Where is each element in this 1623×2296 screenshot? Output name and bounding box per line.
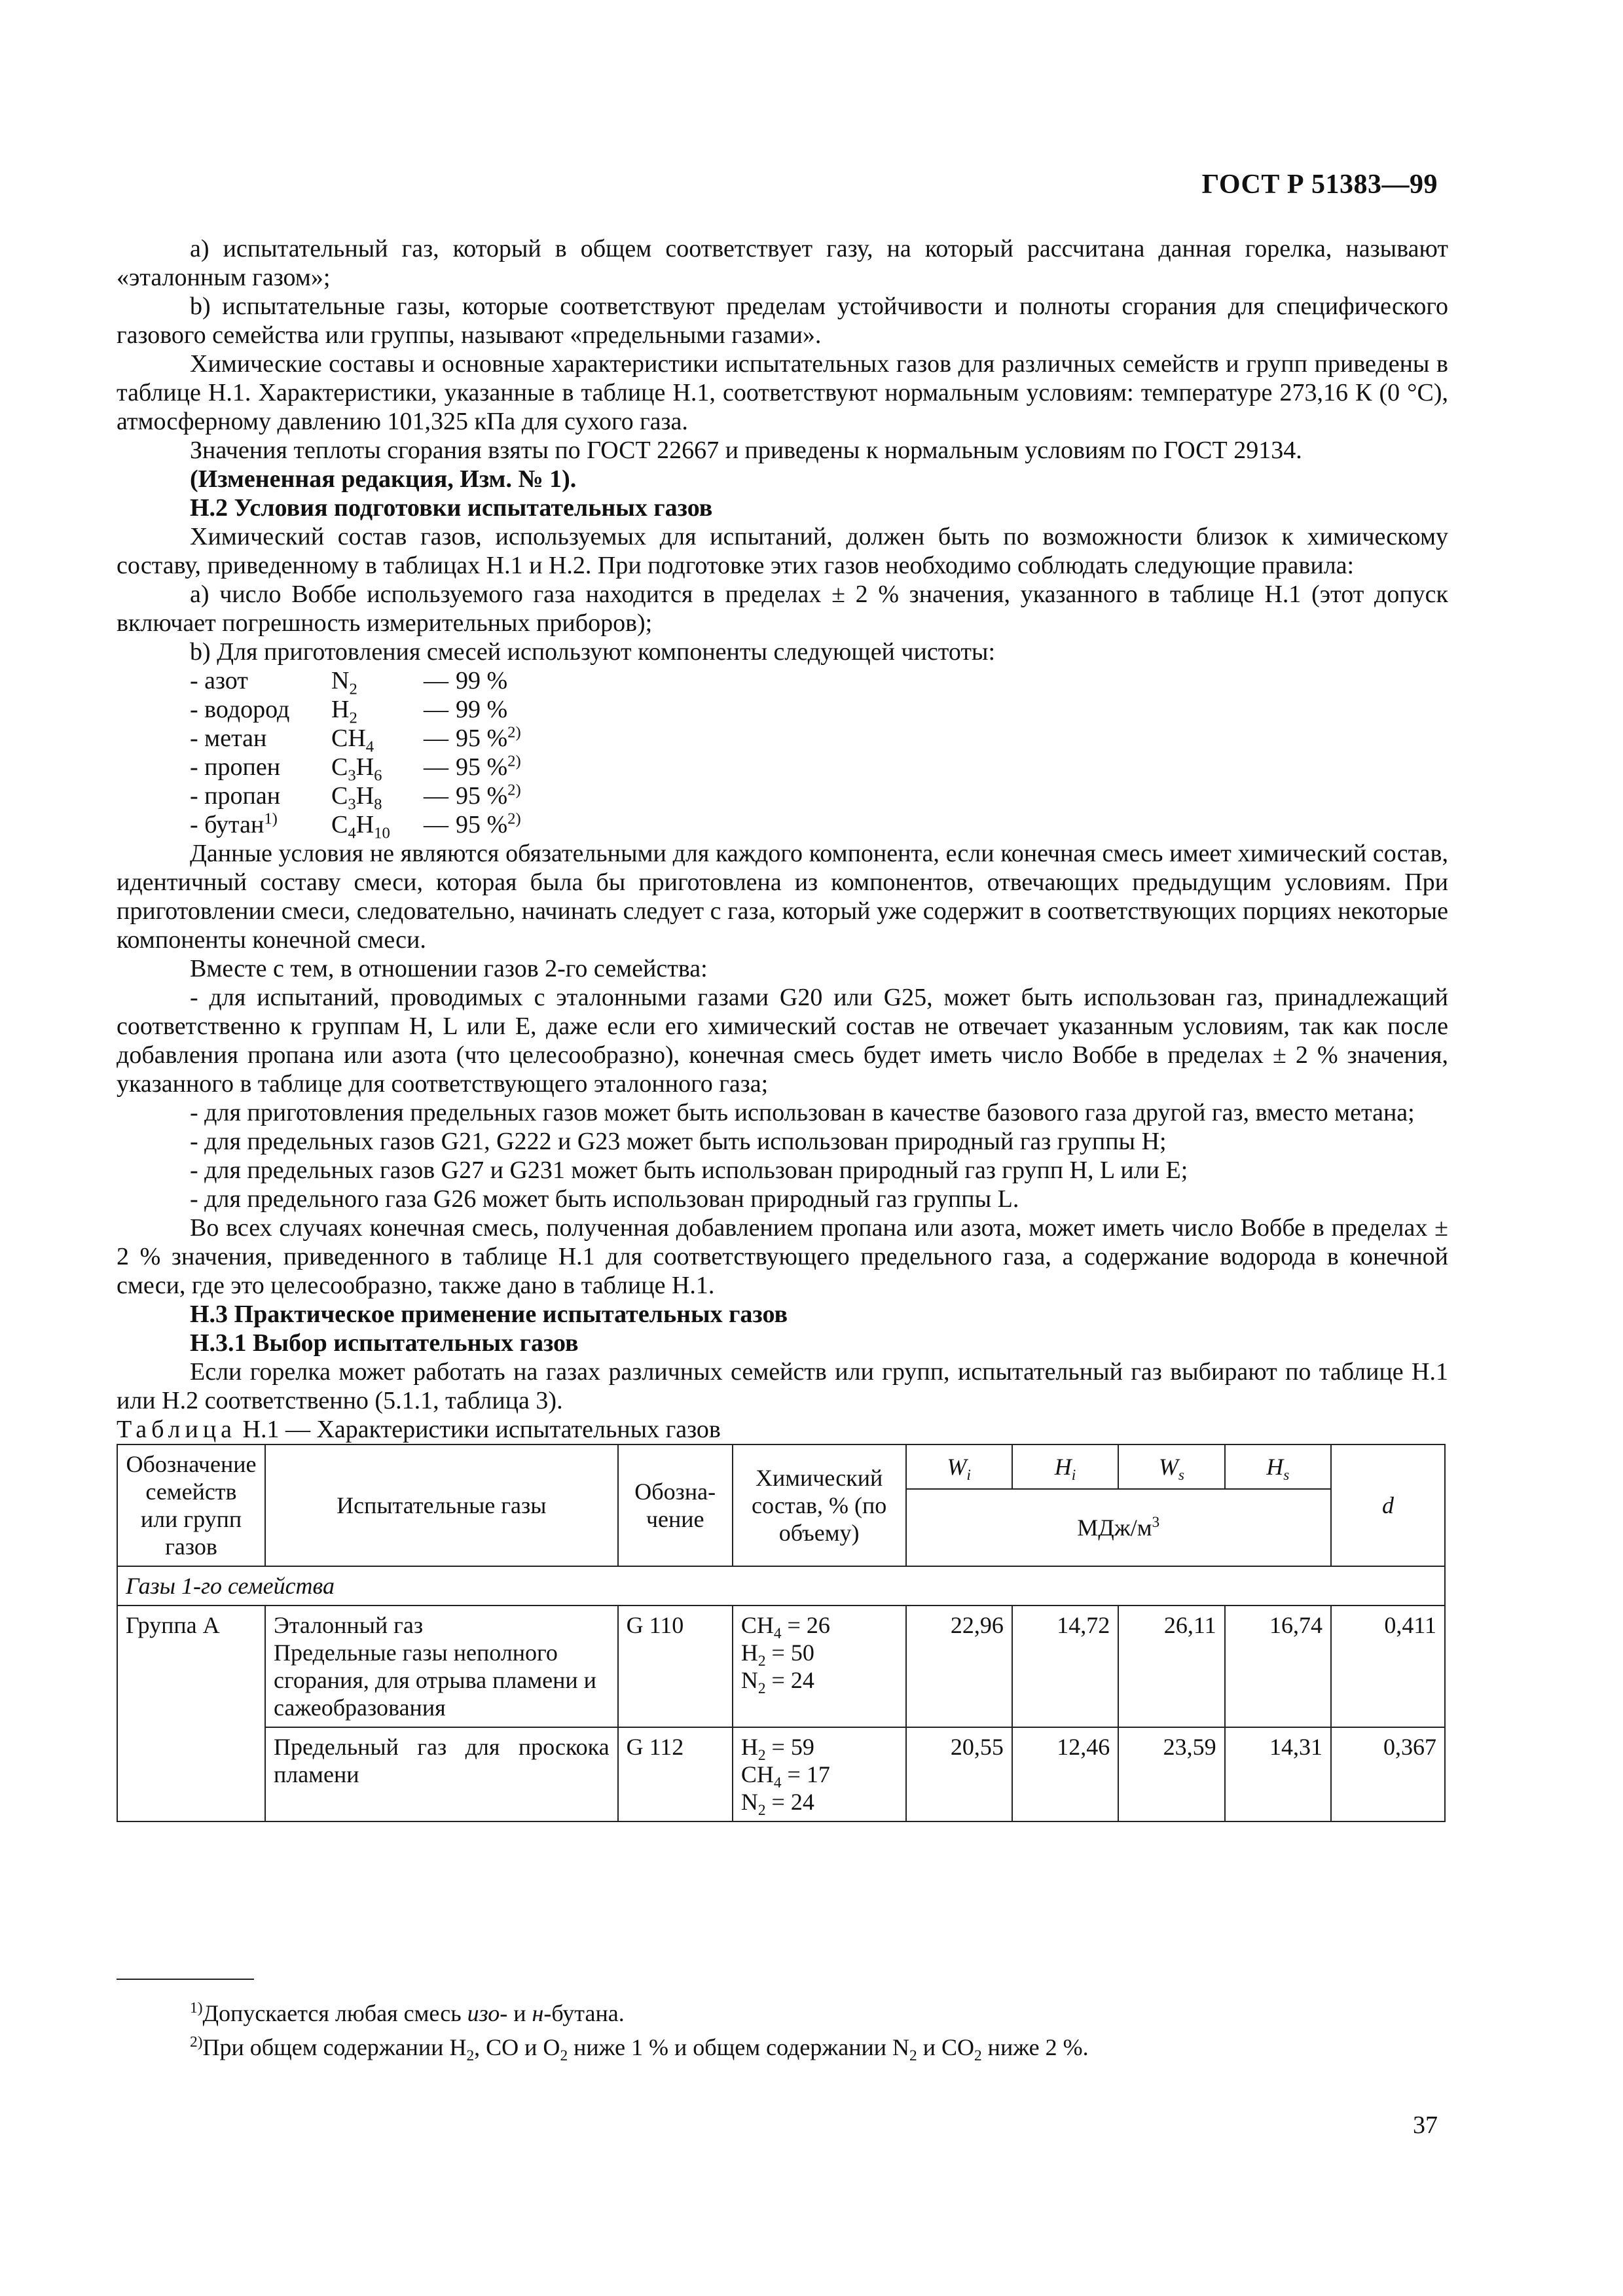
hi-cell: 12,46 [1012, 1727, 1118, 1821]
document-code: ГОСТ Р 51383—99 [1201, 170, 1438, 200]
amendment-note: (Измененная редакция, Изм. № 1). [190, 465, 577, 493]
header-gases: Испытательные газы [265, 1444, 618, 1566]
gas-cell: Эталонный газ Предельные газы неполного сгорания, для отрыва пламени и сажеобразования [265, 1605, 618, 1727]
composition-cell: $CH_4 = 26$ $H_2 = 50$ $N_2 = 24$ [733, 1605, 906, 1727]
component-name: - азот [190, 667, 248, 694]
component-formula: $C_4H_{10}$ [331, 811, 390, 842]
component-formula: $H_2$ [331, 696, 357, 727]
footnote: $^{2)}$При общем содержании $H_2$, CO и $O_2$ ниже 1 % и общем содержании $N_2$ и $CO_2$ ниже 2 %. [190, 2034, 1089, 2065]
ws-cell: 26,11 [1118, 1605, 1224, 1727]
paragraph: Химический состав газов, используемых для испытаний, должен быть по возможности близок к химическому составу, приведенному в таблицах Н.1 и Н.2. При подготовке этих газов необходимо соблюдать следующие правила: [117, 523, 1448, 579]
paragraph: - для приготовления предельных газов может быть использован в качестве базового газа другой газ, вместо метана; [190, 1099, 1415, 1126]
designation-cell: G 112 [618, 1727, 733, 1821]
dash: — [424, 667, 448, 694]
component-purity: 99 % [456, 696, 508, 723]
component-purity: 95 %$^{2)}$ [456, 723, 521, 752]
header-hs: $H_s$ [1225, 1444, 1331, 1489]
gas-characteristics-table [117, 1444, 1446, 1822]
document-body [117, 234, 1448, 1822]
component-formula: $N_2$ [331, 667, 357, 698]
component-row [190, 695, 1448, 727]
table-row [117, 1727, 1445, 1821]
table-section-row [117, 1566, 1445, 1605]
component-row [190, 666, 1448, 698]
section-label: Газы 1-го семейства [117, 1566, 1445, 1605]
wi-cell: 20,55 [906, 1727, 1012, 1821]
subsection-heading: Н.3.1 Выбор испытательных газов [190, 1329, 579, 1357]
hi-cell: 14,72 [1012, 1605, 1118, 1727]
page-number: 37 [1413, 2111, 1438, 2139]
paragraph: Если горелка может работать на газах различных семейств или групп, испытательный газ выбирают по таблице Н.1 или Н.2 соответственно (5.1.1, таблица 3). [117, 1358, 1448, 1414]
component-purity: 99 % [456, 667, 508, 694]
ws-cell: 23,59 [1118, 1727, 1224, 1821]
designation-cell: G 110 [618, 1605, 733, 1727]
component-name: - пропан [190, 782, 281, 810]
dash: — [424, 782, 448, 810]
paragraph: - для предельных газов G27 и G231 может быть использован природный газ групп Н, L или Е; [190, 1157, 1188, 1184]
component-row [190, 723, 1448, 756]
paragraph: а) испытательный газ, который в общем соответствует газу, на который рассчитана данная горелка, называют «эталонным газом»; [117, 235, 1448, 291]
header-ws: $W_s$ [1118, 1444, 1224, 1489]
paragraph: Химические составы и основные характеристики испытательных газов для различных семейств и групп приведены в таблице Н.1. Характеристики, указанные в таблице Н.1, соответствуют нормальным условиям: температуре 273,16 К (0 °С), атмосферному давлению 101,325 кПа для сухого газа. [117, 350, 1448, 435]
header-family: Обозначение семейств или групп газов [117, 1444, 265, 1566]
d-cell: 0,367 [1331, 1727, 1445, 1821]
footnotes [190, 1996, 1089, 2064]
table-row [117, 1605, 1445, 1727]
component-name: - пропен [190, 753, 281, 781]
d-cell: 0,411 [1331, 1605, 1445, 1727]
paragraph: Во всех случаях конечная смесь, полученная добавлением пропана или азота, может иметь число Воббе в пределах ± 2 % значения, приведенного в таблице Н.1 для соответствующего предельного газа, а содержание водорода в конечной смеси, где это целесообразно, также дано в таблице Н.1. [117, 1214, 1448, 1299]
component-purity: 95 %$^{2)}$ [456, 752, 521, 781]
gas-cell: Предельный газ для проскока пламени [265, 1727, 618, 1821]
component-row [190, 781, 1448, 814]
footnote-divider [117, 1979, 254, 1980]
component-name: - водород [190, 696, 290, 723]
header-unit: МДж/$м^3$ [906, 1489, 1331, 1566]
header-composition: Химический состав, % (по объему) [733, 1444, 906, 1566]
component-purity: 95 %$^{2)}$ [456, 781, 521, 810]
wi-cell: 22,96 [906, 1605, 1012, 1727]
header-designation: Обозна-чение [618, 1444, 733, 1566]
paragraph: Данные условия не являются обязательными для каждого компонента, если конечная смесь имеет химический состав, идентичный составу смеси, которая была бы приготовлена из компонентов, отвечающих предыдущим условиям. При приготовлении смеси, следовательно, начинать следует с газа, который уже содержит в соответствующих порциях некоторые компоненты конечной смеси. [117, 840, 1448, 954]
paragraph: Значения теплоты сгорания взяты по ГОСТ 22667 и приведены к нормальным условиям по ГОСТ 29134. [190, 437, 1302, 464]
paragraph: - для предельных газов G21, G222 и G23 может быть использован природный газ группы Н; [190, 1128, 1167, 1155]
header-d: d [1331, 1444, 1445, 1566]
table-header-row [117, 1444, 1445, 1489]
composition-cell: $H_2 = 59$ $CH_4 = 17$ $N_2 = 24$ [733, 1727, 906, 1821]
component-row [190, 810, 1448, 842]
paragraph: b) Для приготовления смесей используют компоненты следующей чистоты: [190, 638, 996, 666]
dash: — [424, 753, 448, 781]
table-caption: Таблица Н.1 — Характеристики испытательных газов [117, 1416, 721, 1443]
dash: — [424, 811, 448, 838]
hs-cell: 14,31 [1225, 1727, 1331, 1821]
component-row [190, 752, 1448, 785]
component-purity: 95 %$^{2)}$ [456, 810, 521, 838]
footnote: $^{1)}$Допускается любая смесь изо- и н-бутана. [190, 2000, 625, 2026]
paragraph: - для предельного газа G26 может быть использован природный газ группы L. [190, 1185, 1019, 1213]
paragraph: b) испытательные газы, которые соответствуют пределам устойчивости и полноты сгорания для специфического газового семейства или группы, называют «предельными газами». [117, 293, 1448, 349]
component-formula: $C_3H_8$ [331, 782, 382, 814]
group-cell [117, 1727, 265, 1821]
paragraph: а) число Воббе используемого газа находится в пределах ± 2 % значения, указанного в таблице Н.1 (этот допуск включает погрешность измерительных приборов); [117, 581, 1448, 637]
component-formula: $CH_4$ [331, 725, 374, 756]
component-formula: $C_3H_6$ [331, 753, 382, 785]
component-purity-list [190, 666, 1448, 842]
header-wi: $W_i$ [906, 1444, 1012, 1489]
paragraph: - для испытаний, проводимых с эталонными газами G20 или G25, может быть использован газ, принадлежащий соответственно к группам Н, L или Е, даже если его химический состав не отвечает указанным условиям, так как после добавления пропана или азота (что целесообразно), конечная смесь будет иметь число Воббе в пределах ± 2 % значения, указанного в таблице для соответствующего эталонного газа; [117, 984, 1448, 1098]
group-cell: Группа А [117, 1605, 265, 1727]
header-hi: $H_i$ [1012, 1444, 1118, 1489]
component-name: - бутан$^{1)}$ [190, 810, 278, 838]
dash: — [424, 725, 448, 752]
component-name: - метан [190, 725, 267, 752]
paragraph: Вместе с тем, в отношении газов 2-го семейства: [190, 955, 708, 982]
section-heading: Н.2 Условия подготовки испытательных газов [190, 494, 713, 522]
dash: — [424, 696, 448, 723]
hs-cell: 16,74 [1225, 1605, 1331, 1727]
section-heading: Н.3 Практическое применение испытательных газов [190, 1300, 788, 1328]
